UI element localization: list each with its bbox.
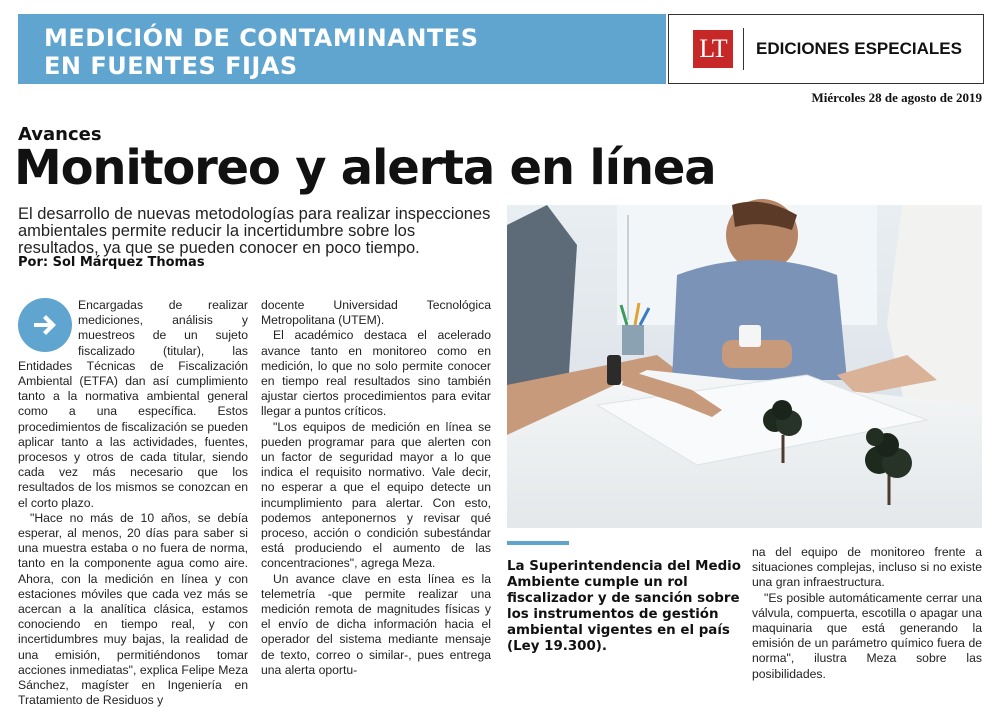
- paragraph: "Los equipos de medición en línea se pueden programar para que alerten con un factor de seguridad mayor a lo que indica el requisito normativo. Vale decir, no esperar a que el equipo detecte un incumplimiento para alertar. Con esto, podemos anteponernos y revisar qué proceso, acción o condición subestándar está produciendo el aumento de las concentraciones", agrega Meza.: [261, 419, 491, 571]
- caption-accent-bar: [507, 541, 569, 545]
- article-column-1: [18, 298, 248, 708]
- section-banner: [18, 14, 666, 84]
- banner-line-2: EN FUENTES FIJAS: [44, 52, 298, 80]
- article-lede: El desarrollo de nuevas metodologías para realizar inspecciones ambientales permite reducir la incertidumbre sobre los resultados, ya que se pueden conocer en poco tiempo.: [18, 205, 491, 257]
- brand-name: EDICIONES ESPECIALES: [756, 39, 962, 58]
- article-column-2: [261, 298, 491, 678]
- badge-spacer: [18, 298, 78, 356]
- paragraph: docente Universidad Tecnológica Metropolitana (UTEM).: [261, 298, 491, 328]
- article-photo: [507, 205, 982, 528]
- paragraph: Un avance clave en esta línea es la telemetría -que permite realizar una medición remota de magnitudes físicas y el envío de dicha información hacia el operador del sistema mediante mensaje de texto, correo o similar-, pues entrega una alerta oportu-: [261, 571, 491, 677]
- article-column-3: [752, 545, 982, 682]
- article-headline: Monitoreo y alerta en línea: [14, 140, 716, 196]
- brand-box: [668, 14, 984, 84]
- lt-logo: LT: [693, 30, 733, 68]
- paragraph: "Hace no más de 10 años, se debía esperar, al menos, 20 días para saber si una muestra estaba o no fuera de norma, tanto en la componente agua como aire. Ahora, con la medición en línea y con estaciones móviles que cada vez más se acercan a la analítica clásica, estamos conociendo en tiempo real, y con incertidumbres muy bajas, la realidad de una emisión, permitiéndonos tomar acciones inmediatas", explica Felipe Meza Sánchez, magíster en Ingeniería en Tratamiento de Residuos y: [18, 510, 248, 708]
- banner-line-1: MEDICIÓN DE CONTAMINANTES: [44, 24, 479, 52]
- paragraph: "Es posible automáticamente cerrar una válvula, compuerta, escotilla o apagar una maquinaria que está generando la emisión de un parámetro químico fuera de norma", ilustra Meza sobre las posibilidades.: [752, 590, 982, 681]
- paragraph: Encargadas de realizar mediciones, análisis y muestreos de un sujeto fiscalizado (titular), las Entidades Técnicas de Fiscalización Ambiental (ETFA) dan así cumplimiento tanto a la normativa ambiental general como a una específica. Estos procedimientos de fiscalización se pueden aplicar tanto a las actividades, fuentes, procesos y otros de cada titular, siendo cada vez más necesario que los resultados de los mismos se conozcan en el corto plazo.: [18, 298, 248, 510]
- brand-divider: [743, 28, 744, 70]
- article-byline: Por: Sol Márquez Thomas: [18, 255, 205, 270]
- paragraph: El académico destaca el acelerado avance tanto en monitoreo como en medición, lo que no solo permite conocer en tiempo real resultados sino también ajustar ciertos procedimientos para evitar llegar a puntos críticos.: [261, 328, 491, 419]
- photo-caption: La Superintendencia del Medio Ambiente cumple un rol fiscalizador y de sanción sobre los instrumentos de gestión ambiental vigentes en el país (Ley 19.300).: [507, 559, 741, 654]
- paragraph: na del equipo de monitoreo frente a situaciones complejas, incluso si no existe una gran infraestructura.: [752, 545, 982, 590]
- section-label: Avances: [18, 124, 102, 145]
- publication-date: Miércoles 28 de agosto de 2019: [811, 90, 982, 105]
